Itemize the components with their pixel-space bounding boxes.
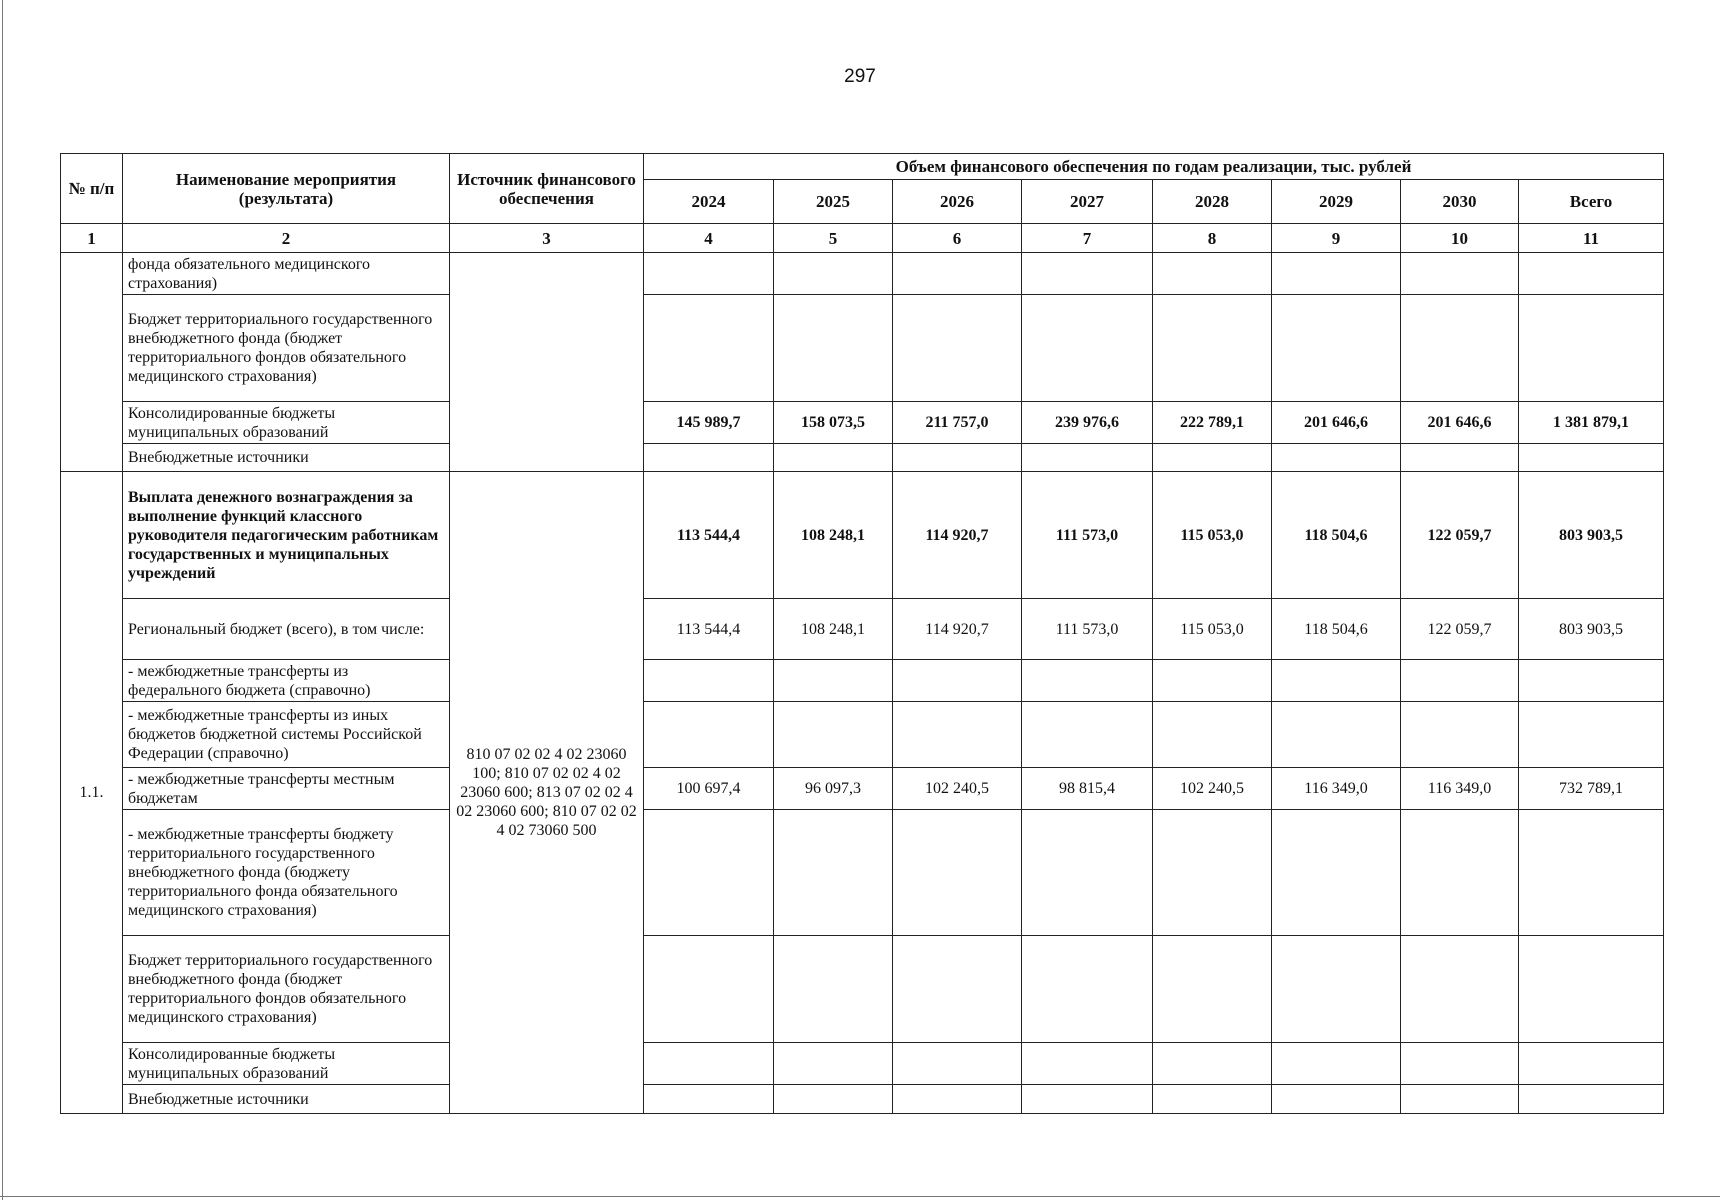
value-cell [1153, 702, 1272, 768]
value-cell [644, 810, 774, 936]
value-cell: 803 903,5 [1519, 472, 1664, 599]
header-no: № п/п [61, 154, 123, 224]
value-cell [774, 1043, 893, 1085]
table-row [61, 936, 1664, 1043]
value-cell [1022, 444, 1153, 472]
table-row [61, 444, 1664, 472]
value-cell [893, 1085, 1022, 1114]
value-cell: 732 789,1 [1519, 768, 1664, 810]
value-cell [644, 660, 774, 702]
value-cell [1022, 702, 1153, 768]
value-cell [644, 295, 774, 402]
header-total: Всего [1519, 180, 1664, 224]
value-cell: 1 381 879,1 [1519, 402, 1664, 444]
value-cell: 113 544,4 [644, 472, 774, 599]
value-cell [774, 702, 893, 768]
value-cell [1401, 810, 1519, 936]
value-cell [1153, 253, 1272, 295]
header-volume: Объем финансового обеспечения по годам реализации, тыс. рублей [644, 154, 1664, 180]
header-year: 2030 [1401, 180, 1519, 224]
row-name: Внебюджетные источники [123, 1085, 450, 1114]
row-name: Бюджет территориального государственного внебюджетного фонда (бюджет территориального фондов обязательного медицинского страхования) [123, 295, 450, 402]
value-cell [1272, 1043, 1401, 1085]
value-cell [1401, 1043, 1519, 1085]
value-cell: 111 573,0 [1022, 472, 1153, 599]
value-cell [1272, 810, 1401, 936]
table-row [61, 660, 1664, 702]
value-cell: 113 544,4 [644, 599, 774, 660]
value-cell: 116 349,0 [1401, 768, 1519, 810]
value-cell: 122 059,7 [1401, 599, 1519, 660]
value-cell [893, 660, 1022, 702]
value-cell: 158 073,5 [774, 402, 893, 444]
value-cell: 145 989,7 [644, 402, 774, 444]
column-index: 8 [1153, 224, 1272, 253]
value-cell [1519, 1043, 1664, 1085]
row-name: Внебюджетные источники [123, 444, 450, 472]
value-cell [774, 253, 893, 295]
scan-edge-bottom [0, 1196, 1720, 1197]
row-name: Региональный бюджет (всего), в том числе: [123, 599, 450, 660]
value-cell [1519, 810, 1664, 936]
value-cell [1519, 295, 1664, 402]
table-row [61, 295, 1664, 402]
value-cell: 96 097,3 [774, 768, 893, 810]
table-row [61, 253, 1664, 295]
value-cell [893, 702, 1022, 768]
value-cell: 114 920,7 [893, 599, 1022, 660]
table-row [61, 810, 1664, 936]
column-index: 6 [893, 224, 1022, 253]
value-cell [1519, 1085, 1664, 1114]
value-cell: 116 349,0 [1272, 768, 1401, 810]
value-cell [893, 444, 1022, 472]
column-index: 2 [123, 224, 450, 253]
column-index: 9 [1272, 224, 1401, 253]
value-cell: 222 789,1 [1153, 402, 1272, 444]
value-cell [1519, 702, 1664, 768]
value-cell [644, 936, 774, 1043]
financing-table [60, 153, 1664, 1114]
row-name: - межбюджетные трансферты из иных бюджетов бюджетной системы Российской Федерации (справочно) [123, 702, 450, 768]
table-row [61, 472, 1664, 599]
value-cell [893, 1043, 1022, 1085]
value-cell [1401, 253, 1519, 295]
value-cell [893, 936, 1022, 1043]
header-year: 2028 [1153, 180, 1272, 224]
value-cell [1022, 936, 1153, 1043]
value-cell [1153, 660, 1272, 702]
value-cell [1272, 936, 1401, 1043]
row-name: Консолидированные бюджеты муниципальных образований [123, 402, 450, 444]
value-cell: 98 815,4 [1022, 768, 1153, 810]
table-row [61, 702, 1664, 768]
value-cell: 100 697,4 [644, 768, 774, 810]
value-cell [1022, 1085, 1153, 1114]
value-cell: 122 059,7 [1401, 472, 1519, 599]
value-cell [1519, 253, 1664, 295]
row-name: фонда обязательного медицинского страхования) [123, 253, 450, 295]
column-index: 7 [1022, 224, 1153, 253]
column-index: 11 [1519, 224, 1664, 253]
value-cell: 111 573,0 [1022, 599, 1153, 660]
value-cell [1022, 1043, 1153, 1085]
value-cell [1401, 660, 1519, 702]
value-cell [1519, 936, 1664, 1043]
value-cell: 803 903,5 [1519, 599, 1664, 660]
value-cell [774, 1085, 893, 1114]
table-row [61, 402, 1664, 444]
value-cell [774, 810, 893, 936]
value-cell [1022, 295, 1153, 402]
value-cell [644, 1043, 774, 1085]
table-row [61, 768, 1664, 810]
value-cell [1022, 810, 1153, 936]
value-cell [1153, 810, 1272, 936]
header-year: 2025 [774, 180, 893, 224]
column-index: 5 [774, 224, 893, 253]
row-name: Консолидированные бюджеты муниципальных образований [123, 1043, 450, 1085]
row-index [61, 253, 123, 472]
header-year: 2027 [1022, 180, 1153, 224]
column-index: 3 [450, 224, 644, 253]
value-cell [1401, 1085, 1519, 1114]
value-cell [644, 702, 774, 768]
value-cell: 102 240,5 [893, 768, 1022, 810]
value-cell [1153, 936, 1272, 1043]
value-cell [893, 253, 1022, 295]
value-cell: 108 248,1 [774, 599, 893, 660]
value-cell [774, 660, 893, 702]
value-cell: 114 920,7 [893, 472, 1022, 599]
value-cell [1272, 1085, 1401, 1114]
value-cell: 115 053,0 [1153, 472, 1272, 599]
value-cell: 239 976,6 [1022, 402, 1153, 444]
value-cell: 102 240,5 [1153, 768, 1272, 810]
header-year: 2026 [893, 180, 1022, 224]
value-cell [644, 1085, 774, 1114]
row-name: - межбюджетные трансферты из федерального бюджета (справочно) [123, 660, 450, 702]
value-cell [1401, 936, 1519, 1043]
row-source: 810 07 02 02 4 02 23060 100; 810 07 02 02 4 02 23060 600; 813 07 02 02 4 02 23060 600; 810 07 02 02 4 02 73060 500 [450, 472, 644, 1114]
row-name: Бюджет территориального государственного внебюджетного фонда (бюджет территориального фондов обязательного медицинского страхования) [123, 936, 450, 1043]
row-name: - межбюджетные трансферты местным бюджетам [123, 768, 450, 810]
value-cell [1519, 444, 1664, 472]
table-row [61, 599, 1664, 660]
value-cell [893, 295, 1022, 402]
table-row [61, 1043, 1664, 1085]
value-cell [774, 444, 893, 472]
value-cell [1272, 444, 1401, 472]
value-cell: 118 504,6 [1272, 599, 1401, 660]
value-cell [1519, 660, 1664, 702]
value-cell [893, 810, 1022, 936]
value-cell [1272, 253, 1401, 295]
value-cell: 118 504,6 [1272, 472, 1401, 599]
row-name: Выплата денежного вознаграждения за выполнение функций классного руководителя педагогическим работникам государственных и муниципальных учреждений [123, 472, 450, 599]
value-cell: 115 053,0 [1153, 599, 1272, 660]
row-index: 1.1. [61, 472, 123, 1114]
value-cell [1153, 1043, 1272, 1085]
header-year: 2029 [1272, 180, 1401, 224]
value-cell: 201 646,6 [1401, 402, 1519, 444]
value-cell [1272, 702, 1401, 768]
value-cell [1272, 660, 1401, 702]
value-cell [1272, 295, 1401, 402]
scan-edge-left [2, 0, 3, 1200]
value-cell: 108 248,1 [774, 472, 893, 599]
value-cell [774, 936, 893, 1043]
value-cell [1401, 444, 1519, 472]
header-name: Наименование мероприятия (результата) [123, 154, 450, 224]
value-cell [644, 253, 774, 295]
value-cell [1401, 702, 1519, 768]
value-cell [1153, 444, 1272, 472]
value-cell [1401, 295, 1519, 402]
header-source: Источник финансового обеспечения [450, 154, 644, 224]
column-index: 10 [1401, 224, 1519, 253]
value-cell: 211 757,0 [893, 402, 1022, 444]
column-index: 1 [61, 224, 123, 253]
table-row [61, 1085, 1664, 1114]
header-year: 2024 [644, 180, 774, 224]
value-cell: 201 646,6 [1272, 402, 1401, 444]
row-name: - межбюджетные трансферты бюджету территориального государственного внебюджетного фонда (бюджету территориального фонда обязательного медицинского страхования) [123, 810, 450, 936]
value-cell [1022, 660, 1153, 702]
value-cell [644, 444, 774, 472]
value-cell [774, 295, 893, 402]
value-cell [1153, 295, 1272, 402]
column-index: 4 [644, 224, 774, 253]
row-source [450, 253, 644, 472]
page-number: 297 [844, 66, 876, 87]
value-cell [1153, 1085, 1272, 1114]
value-cell [1022, 253, 1153, 295]
